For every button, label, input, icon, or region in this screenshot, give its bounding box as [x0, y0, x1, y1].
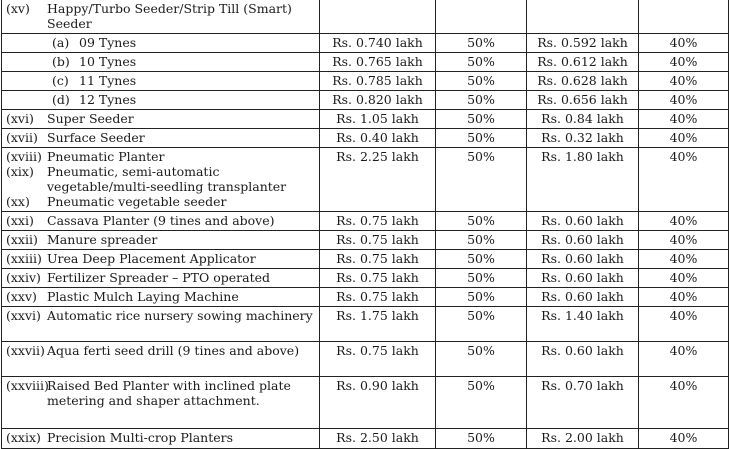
- table-row: [2, 91, 729, 110]
- subsidy-amount-cell: Rs. 0.60 lakh: [527, 342, 639, 377]
- item-name: Happy/Turbo Seeder/Strip Till (Smart) Seeder: [47, 1, 292, 31]
- item-number: (xxix): [6, 430, 41, 445]
- subsidy-percent-cell: 50%: [436, 72, 527, 91]
- subsidy-percent-other-cell: 40%: [639, 231, 729, 250]
- item-name: Manure spreader: [47, 232, 158, 247]
- subsidy-amount-cell: Rs. 0.60 lakh: [527, 231, 639, 250]
- item-name: Pneumatic Planter: [47, 149, 165, 164]
- cost-ceiling-cell: Rs. 0.785 lakh: [320, 72, 436, 91]
- item-name: Pneumatic vegetable seeder: [47, 194, 227, 209]
- item-description-cell: [2, 429, 320, 449]
- item-name: Aqua ferti seed drill (9 tines and above): [47, 343, 300, 358]
- sub-item: [6, 194, 315, 209]
- subsidy-percent-cell: 50%: [436, 110, 527, 129]
- subsidy-amount-cell: Rs. 2.00 lakh: [527, 429, 639, 449]
- item-number: (xvi): [6, 111, 34, 126]
- cost-ceiling-cell: Rs. 0.765 lakh: [320, 53, 436, 72]
- subsidy-amount-cell: [527, 0, 639, 34]
- item-description-cell: [2, 91, 320, 110]
- cost-ceiling-cell: Rs. 2.25 lakh: [320, 148, 436, 212]
- item-number: (xviii): [6, 149, 42, 164]
- cost-ceiling-cell: Rs. 1.05 lakh: [320, 110, 436, 129]
- table-row: [2, 110, 729, 129]
- item-description-cell: [2, 53, 320, 72]
- table-row: [2, 129, 729, 148]
- subsidy-percent-cell: 50%: [436, 91, 527, 110]
- subsidy-amount-cell: Rs. 0.612 lakh: [527, 53, 639, 72]
- item-name: Super Seeder: [47, 111, 134, 126]
- item-description-cell: [2, 377, 320, 429]
- subsidy-percent-cell: 50%: [436, 342, 527, 377]
- cost-ceiling-cell: Rs. 0.75 lakh: [320, 231, 436, 250]
- subsidy-amount-cell: Rs. 0.32 lakh: [527, 129, 639, 148]
- subsidy-percent-cell: [436, 0, 527, 34]
- item-number: (xxvii): [6, 343, 45, 358]
- cost-ceiling-cell: Rs. 2.50 lakh: [320, 429, 436, 449]
- item-name: 10 Tynes: [79, 54, 137, 69]
- cost-ceiling-cell: Rs. 0.75 lakh: [320, 288, 436, 307]
- item-letter: (d): [52, 92, 70, 107]
- subsidy-percent-other-cell: 40%: [639, 91, 729, 110]
- item-name: Urea Deep Placement Applicator: [47, 251, 256, 266]
- subsidy-percent-other-cell: 40%: [639, 377, 729, 429]
- item-number: (xxi): [6, 213, 34, 228]
- subsidy-percent-cell: 50%: [436, 34, 527, 53]
- subsidy-percent-cell: 50%: [436, 129, 527, 148]
- subsidy-percent-other-cell: 40%: [639, 429, 729, 449]
- table-row: [2, 288, 729, 307]
- item-name: Surface Seeder: [47, 130, 145, 145]
- table-row: [2, 148, 729, 212]
- subsidy-amount-cell: Rs. 0.592 lakh: [527, 34, 639, 53]
- subsidy-percent-other-cell: 40%: [639, 53, 729, 72]
- subsidy-percent-cell: 50%: [436, 212, 527, 231]
- table-row: [2, 250, 729, 269]
- item-name: Precision Multi-crop Planters: [47, 430, 234, 445]
- cost-ceiling-cell: Rs. 0.40 lakh: [320, 129, 436, 148]
- subsidy-percent-other-cell: 40%: [639, 72, 729, 91]
- item-description-cell: [2, 342, 320, 377]
- subsidy-percent-cell: 50%: [436, 250, 527, 269]
- subsidy-percent-other-cell: 40%: [639, 129, 729, 148]
- sub-item: [6, 149, 315, 164]
- subsidy-percent-cell: 50%: [436, 377, 527, 429]
- subsidy-amount-cell: Rs. 0.60 lakh: [527, 288, 639, 307]
- subsidy-amount-cell: Rs. 0.60 lakh: [527, 212, 639, 231]
- item-name: 11 Tynes: [79, 73, 137, 88]
- subsidy-percent-other-cell: 40%: [639, 288, 729, 307]
- item-number: (xxvi): [6, 308, 41, 323]
- item-number: (xxiii): [6, 251, 42, 266]
- item-description-cell: [2, 307, 320, 342]
- subsidy-amount-cell: Rs. 0.70 lakh: [527, 377, 639, 429]
- cost-ceiling-cell: Rs. 0.75 lakh: [320, 250, 436, 269]
- table-row: [2, 53, 729, 72]
- table-row: [2, 0, 729, 34]
- item-number: (xxviii): [6, 378, 49, 393]
- cost-ceiling-cell: Rs. 0.75 lakh: [320, 212, 436, 231]
- table-row: [2, 34, 729, 53]
- item-description-cell: [2, 0, 320, 34]
- cost-ceiling-cell: Rs. 0.75 lakh: [320, 269, 436, 288]
- item-number: (xxiv): [6, 270, 41, 285]
- subsidy-percent-other-cell: 40%: [639, 307, 729, 342]
- subsidy-amount-cell: Rs. 1.80 lakh: [527, 148, 639, 212]
- subsidy-amount-cell: Rs. 0.628 lakh: [527, 72, 639, 91]
- item-name: Cassava Planter (9 tines and above): [47, 213, 275, 228]
- item-number: (xxv): [6, 289, 37, 304]
- cost-ceiling-cell: Rs. 1.75 lakh: [320, 307, 436, 342]
- item-number: (xvii): [6, 130, 38, 145]
- subsidy-percent-other-cell: [639, 0, 729, 34]
- sub-item: [6, 164, 315, 194]
- item-name: 09 Tynes: [79, 35, 137, 50]
- table-row: [2, 429, 729, 449]
- subsidy-percent-other-cell: 40%: [639, 250, 729, 269]
- subsidy-percent-other-cell: 40%: [639, 212, 729, 231]
- item-number: (xxii): [6, 232, 38, 247]
- subsidy-amount-cell: Rs. 0.84 lakh: [527, 110, 639, 129]
- cost-ceiling-cell: Rs. 0.90 lakh: [320, 377, 436, 429]
- item-name: Fertilizer Spreader – PTO operated: [47, 270, 271, 285]
- item-description-cell: [2, 110, 320, 129]
- item-name: 12 Tynes: [79, 92, 137, 107]
- subsidy-percent-cell: 50%: [436, 429, 527, 449]
- item-description-cell: [2, 212, 320, 231]
- item-description-cell: [2, 72, 320, 91]
- subsidy-percent-other-cell: 40%: [639, 342, 729, 377]
- subsidy-amount-cell: Rs. 0.656 lakh: [527, 91, 639, 110]
- subsidy-percent-other-cell: 40%: [639, 269, 729, 288]
- subsidy-amount-cell: Rs. 0.60 lakh: [527, 250, 639, 269]
- item-description-cell: [2, 34, 320, 53]
- table-row: [2, 231, 729, 250]
- item-description-cell: [2, 231, 320, 250]
- subsidy-percent-cell: 50%: [436, 269, 527, 288]
- cost-ceiling-cell: [320, 0, 436, 34]
- item-letter: (b): [52, 54, 70, 69]
- item-letter: (a): [52, 35, 70, 50]
- cost-ceiling-cell: Rs. 0.820 lakh: [320, 91, 436, 110]
- cost-ceiling-cell: Rs. 0.75 lakh: [320, 342, 436, 377]
- subsidy-percent-other-cell: 40%: [639, 34, 729, 53]
- subsidy-percent-cell: 50%: [436, 148, 527, 212]
- item-number: (xv): [6, 1, 30, 16]
- item-name: Raised Bed Planter with inclined plate metering and shaper attachment.: [47, 378, 291, 408]
- item-number: (xx): [6, 194, 30, 209]
- subsidy-percent-other-cell: 40%: [639, 148, 729, 212]
- item-description-cell: [2, 288, 320, 307]
- table-row: [2, 212, 729, 231]
- cost-ceiling-cell: Rs. 0.740 lakh: [320, 34, 436, 53]
- item-description-cell: [2, 148, 320, 212]
- table-row: [2, 377, 729, 429]
- item-letter: (c): [52, 73, 69, 88]
- subsidy-percent-cell: 50%: [436, 307, 527, 342]
- item-description-cell: [2, 250, 320, 269]
- subsidy-amount-cell: Rs. 1.40 lakh: [527, 307, 639, 342]
- subsidy-percent-cell: 50%: [436, 288, 527, 307]
- table-row: [2, 342, 729, 377]
- item-description-cell: [2, 269, 320, 288]
- subsidy-amount-cell: Rs. 0.60 lakh: [527, 269, 639, 288]
- item-number: (xix): [6, 164, 34, 179]
- subsidy-table: [1, 0, 729, 449]
- item-name: Pneumatic, semi-automatic vegetable/multi-seedling transplanter: [47, 164, 287, 194]
- subsidy-percent-other-cell: 40%: [639, 110, 729, 129]
- item-description-cell: [2, 129, 320, 148]
- item-name: Plastic Mulch Laying Machine: [47, 289, 239, 304]
- table-row: [2, 269, 729, 288]
- item-name: Automatic rice nursery sowing machinery: [47, 308, 313, 323]
- subsidy-percent-cell: 50%: [436, 53, 527, 72]
- table-row: [2, 307, 729, 342]
- subsidy-percent-cell: 50%: [436, 231, 527, 250]
- table-row: [2, 72, 729, 91]
